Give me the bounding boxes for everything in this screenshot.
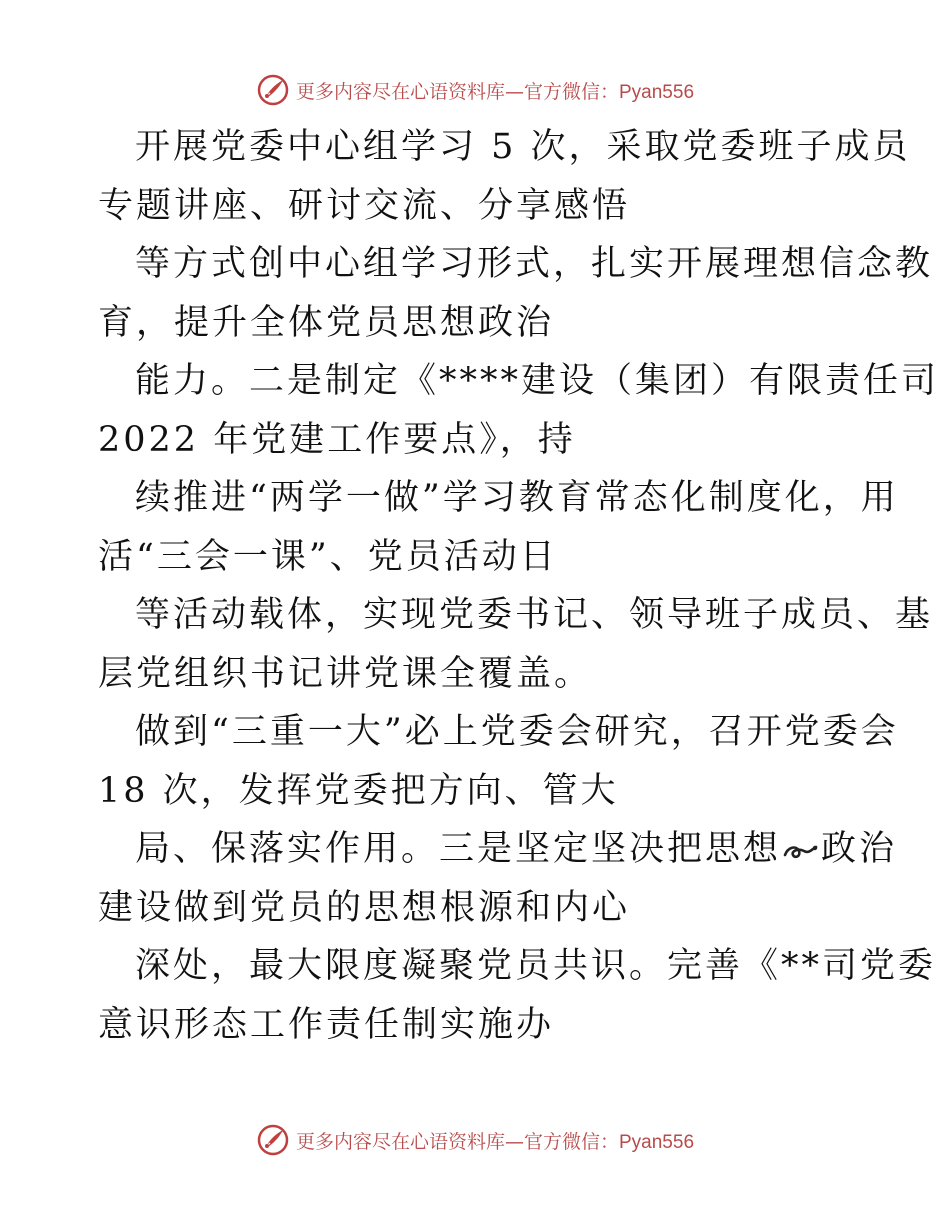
paragraph-line: 意识形态工作责任制实施办 bbox=[98, 1004, 555, 1045]
banner-label: 更多内容尽在心语资料库—官方微信： bbox=[295, 1130, 619, 1153]
paragraph-line: 建设做到党员的思想根源和内心 bbox=[98, 887, 631, 928]
paragraph-line: 专题讲座、研讨交流、分享感悟 bbox=[98, 185, 631, 226]
document-body bbox=[98, 118, 940, 1054]
paragraph-line: 育，提升全体党员思想政治 bbox=[98, 302, 555, 343]
paragraph-line: 层党组织书记讲党课全覆盖。 bbox=[98, 653, 593, 694]
footer-banner bbox=[0, 1120, 950, 1160]
swirl-ornament-icon bbox=[782, 839, 820, 863]
line-segment: 政治 bbox=[821, 829, 898, 869]
paragraph-line: 能力。二是制定《****建设（集团）有限责任司 bbox=[135, 361, 940, 401]
banner-label: 更多内容尽在心语资料库—官方微信： bbox=[295, 80, 619, 103]
wechat-id: Pyan556 bbox=[619, 1131, 695, 1153]
header-banner bbox=[0, 70, 950, 110]
paragraph-line: 做到“三重一大”必上党委会研究，召开党委会 bbox=[135, 712, 899, 752]
quill-circle-logo-icon bbox=[256, 73, 290, 107]
quill-circle-logo-icon bbox=[256, 1123, 290, 1157]
line-segment: 局、保落实作用。三是坚定坚决把思想 bbox=[135, 829, 782, 869]
paragraph-line: 开展党委中心组学习 5 次，采取党委班子成员 bbox=[135, 127, 911, 167]
paragraph-line: 活“三会一课”、党员活动日 bbox=[98, 536, 558, 577]
paragraph-line: 等方式创中心组学习形式，扎实开展理想信念教 bbox=[135, 244, 934, 284]
watermark-banner bbox=[256, 73, 694, 107]
paragraph-line: 深处，最大限度凝聚党员共识。完善《**司党委 bbox=[135, 946, 937, 986]
banner-text bbox=[296, 77, 694, 104]
wechat-id: Pyan556 bbox=[619, 81, 695, 103]
paragraph-line: 18 次，发挥党委把方向、管大 bbox=[98, 770, 619, 811]
banner-text bbox=[296, 1127, 694, 1154]
paragraph-line-with-icon bbox=[98, 820, 898, 879]
paragraph-line: 等活动载体，实现党委书记、领导班子成员、基 bbox=[135, 595, 934, 635]
paragraph-line: 2022 年党建工作要点》，持 bbox=[98, 419, 576, 460]
watermark-banner bbox=[256, 1123, 694, 1157]
paragraph-line: 续推进“两学一做”学习教育常态化制度化，用 bbox=[135, 478, 899, 518]
